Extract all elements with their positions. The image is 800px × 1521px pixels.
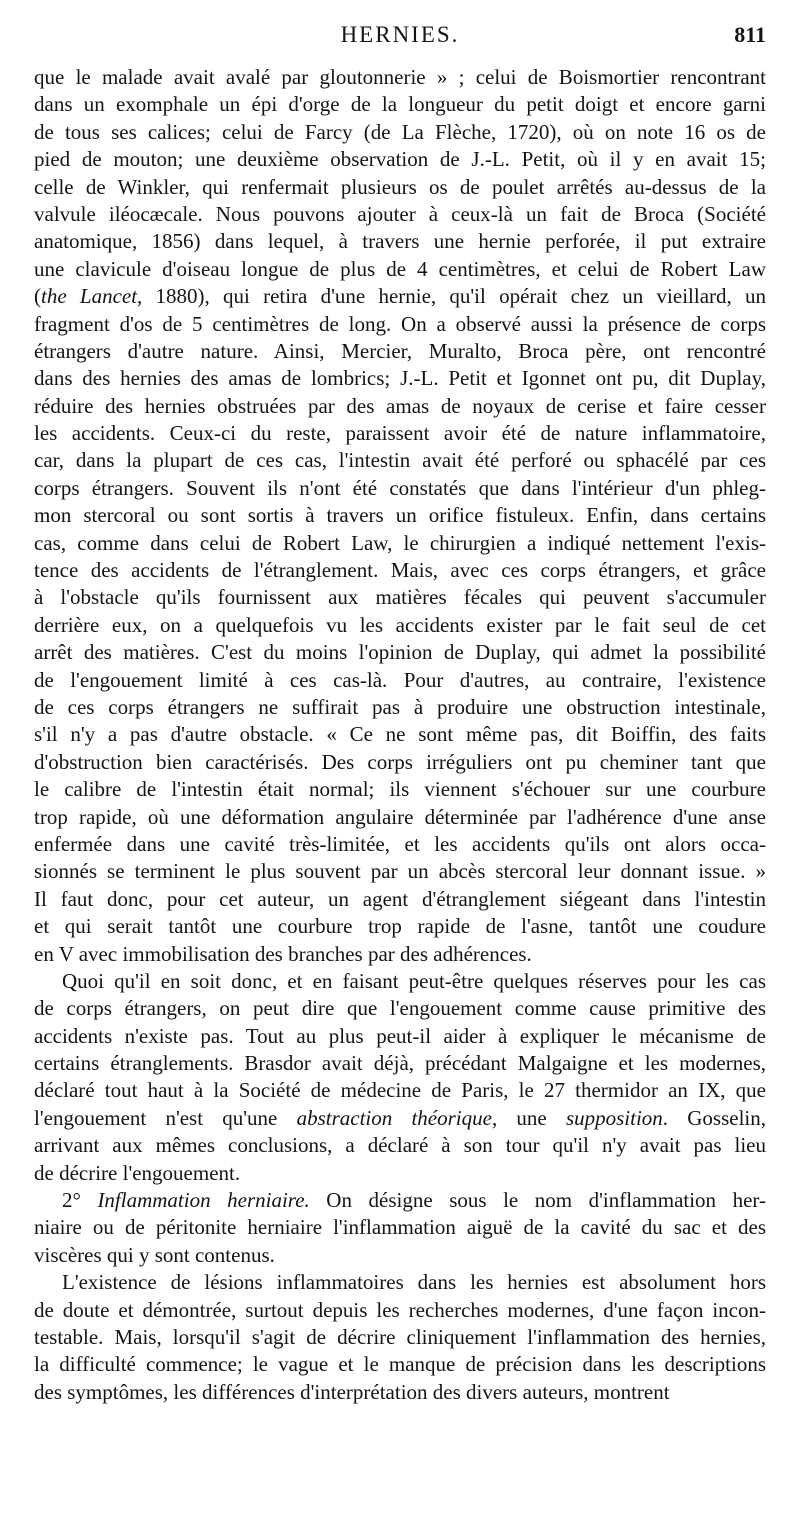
text-line: L'existence de lésions inflammatoires dans les hernies est absolument hors	[62, 1270, 766, 1295]
page-number: 811	[734, 22, 766, 47]
text-line: 2° Inflammation herniaire. On désigne sous le nom d'inflammation her-	[62, 1188, 766, 1213]
text-line: et qui serait tantôt une courbure trop rapide de l'asne, tantôt une coudure	[34, 914, 766, 939]
text-line: dans des hernies des amas de lombrics; J.-L. Petit et Igonnet ont pu, dit Duplay,	[34, 366, 766, 391]
paragraph	[34, 1269, 766, 1406]
text-line: celle de Winkler, qui renfermait plusieurs os de poulet arrêtés au-dessus de la	[34, 174, 766, 199]
text-line: (the Lancet, 1880), qui retira d'une hernie, qu'il opérait chez un vieillard, un	[34, 284, 766, 309]
text-line: anatomique, 1856) dans lequel, à travers une hernie perforée, il put extraire	[34, 229, 766, 254]
paragraph	[34, 1187, 766, 1269]
paragraph	[34, 64, 766, 968]
text-line: de doute et démontrée, surtout depuis les recherches modernes, d'une façon incon-	[34, 1297, 766, 1322]
text-line: d'obstruction bien caractérisés. Des corps irréguliers ont pu cheminer tant que	[34, 749, 766, 774]
text-line: cas, comme dans celui de Robert Law, le chirurgien a indiqué nettement l'exis-	[34, 530, 766, 555]
text-line: valvule iléocæcale. Nous pouvons ajouter à ceux-là un fait de Broca (Société	[34, 201, 766, 226]
text-line: Il faut donc, pour cet auteur, un agent d'étranglement siégeant dans l'intestin	[34, 886, 766, 911]
text-line: des symptômes, les différences d'interprétation des divers auteurs, montrent	[34, 1379, 670, 1404]
text-line: arrêt des matières. C'est du moins l'opinion de Duplay, qui admet la possibilité	[34, 640, 766, 665]
text-line: niaire ou de péritonite herniaire l'inflammation aiguë de la cavité du sac et des	[34, 1215, 766, 1240]
text-line: arrivant aux mêmes conclusions, a déclaré à son tour qu'il n'y avait pas lieu	[34, 1133, 766, 1158]
text-line: de décrire l'engouement.	[34, 1160, 241, 1185]
text-line: le calibre de l'intestin était normal; ils viennent s'échouer sur une courbure	[34, 777, 766, 802]
text-line: mon stercoral ou sont sortis à travers un orifice fistuleux. Enfin, dans certains	[34, 503, 766, 528]
text-line: que le malade avait avalé par gloutonnerie » ; celui de Boismortier rencontrant	[34, 65, 766, 89]
text-line: en V avec immobilisation des branches par des adhérences.	[34, 941, 532, 966]
text-line: à l'obstacle qu'ils fournissent aux matières fécales qui peuvent s'accumuler	[34, 585, 766, 610]
text-line: de tous ses calices; celui de Farcy (de La Flèche, 1720), où on note 16 os de	[34, 119, 766, 144]
text-line: l'engouement n'est qu'une abstraction théorique, une supposition. Gosselin,	[34, 1105, 766, 1130]
text-line: de ces corps étrangers ne suffirait pas à produire une obstruction intestinale,	[34, 694, 766, 719]
text-line: s'il n'y a pas d'autre obstacle. « Ce ne sont même pas, dit Boiffin, des faits	[34, 722, 766, 747]
text-line: viscères qui y sont contenus.	[34, 1242, 275, 1267]
paragraph	[34, 968, 766, 1187]
text-line: accidents n'existe pas. Tout au plus peut-il aider à expliquer le mécanisme de	[34, 1023, 766, 1048]
page-header	[34, 22, 766, 52]
text-line: dans un exomphale un épi d'orge de la longueur du petit doigt et encore garni	[34, 92, 766, 117]
text-line: certains étranglements. Brasdor avait déjà, précédant Malgaigne et les modernes,	[34, 1051, 766, 1076]
text-line: les accidents. Ceux-ci du reste, paraissent avoir été de nature inflammatoire,	[34, 421, 766, 446]
text-line: tence des accidents de l'étranglement. Mais, avec ces corps étrangers, et grâce	[34, 558, 766, 583]
text-line: étrangers d'autre nature. Ainsi, Mercier, Muralto, Broca père, ont rencontré	[34, 338, 766, 363]
text-line: derrière eux, on a quelquefois vu les accidents exister par le fait seul de cet	[34, 612, 766, 637]
text-line: pied de mouton; une deuxième observation de J.-L. Petit, où il y en avait 15;	[34, 147, 766, 172]
body-text	[34, 64, 766, 1406]
running-title: HERNIES.	[340, 22, 460, 47]
text-line: enfermée dans une cavité très-limitée, et les accidents qu'ils ont alors occa-	[34, 831, 766, 856]
text-line: une clavicule d'oiseau longue de plus de 4 centimètres, et celui de Robert Law	[34, 256, 766, 281]
text-line: la difficulté commence; le vague et le manque de précision dans les descriptions	[34, 1352, 766, 1377]
text-line: de l'engouement limité à ces cas-là. Pour d'autres, au contraire, l'existence	[34, 667, 766, 692]
text-line: sionnés se terminent le plus souvent par un abcès stercoral leur donnant issue. »	[34, 859, 766, 884]
text-line: de corps étrangers, on peut dire que l'engouement comme cause primitive des	[34, 996, 766, 1021]
text-line: trop rapide, où une déformation angulaire déterminée par l'adhérence d'une anse	[34, 804, 766, 829]
text-line: déclaré tout haut à la Société de médecine de Paris, le 27 thermidor an IX, que	[34, 1078, 766, 1103]
text-line: car, dans la plupart de ces cas, l'intestin avait été perforé ou sphacélé par ces	[34, 448, 766, 473]
text-line: Quoi qu'il en soit donc, et en faisant peut-être quelques réserves pour les cas	[62, 968, 766, 993]
text-line: testable. Mais, lorsqu'il s'agit de décrire cliniquement l'inflammation des hernies,	[34, 1324, 766, 1349]
text-line: réduire des hernies obstruées par des amas de noyaux de cerise et faire cesser	[34, 393, 766, 418]
text-line: corps étrangers. Souvent ils n'ont été constatés que dans l'intérieur d'un phleg-	[34, 475, 766, 500]
text-line: fragment d'os de 5 centimètres de long. On a observé aussi la présence de corps	[34, 311, 766, 336]
